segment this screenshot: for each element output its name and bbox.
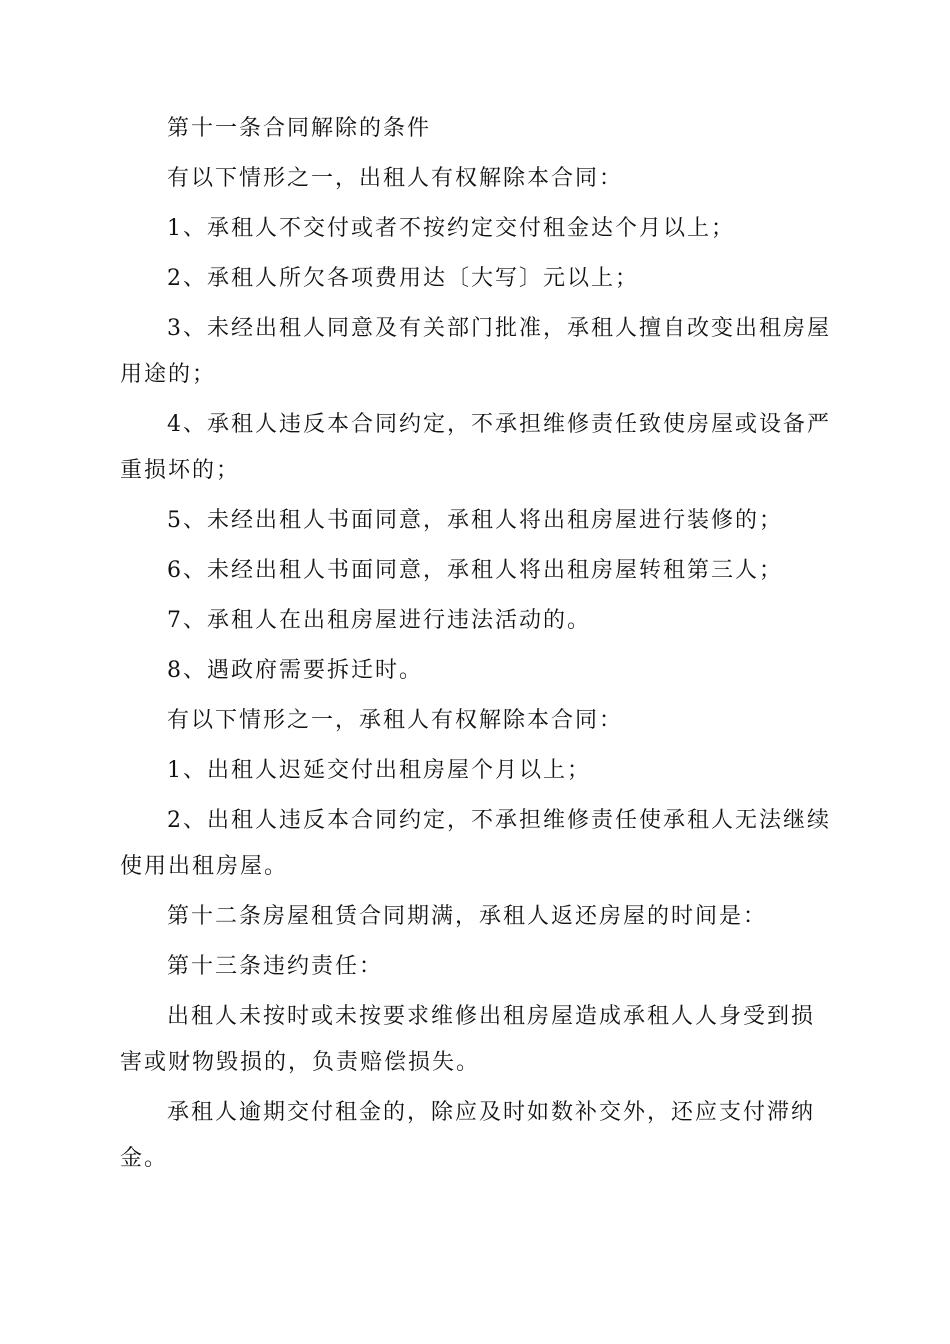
lessor-termination-intro: 有以下情形之一，出租人有权解除本合同：: [167, 166, 624, 191]
article-13-heading: 第十三条违约责任：: [167, 954, 384, 979]
liability-lessee-paragraph: 承租人逾期交付租金的，除应及时如数补交外，还应支付滞纳金。: [120, 1100, 816, 1171]
lessor-termination-item-5: 5、未经出租人书面同意，承租人将出租房屋进行装修的；: [167, 508, 783, 533]
lessee-termination-intro: 有以下情形之一，承租人有权解除本合同：: [167, 708, 624, 733]
lessor-termination-item-7: 7、承租人在出租房屋进行违法活动的。: [167, 608, 591, 633]
article-12-text: 第十二条房屋租赁合同期满，承租人返还房屋的时间是：: [167, 904, 768, 929]
article-11-heading: 第十一条合同解除的条件: [167, 116, 432, 141]
lessor-termination-item-8: 8、遇政府需要拆迁时。: [167, 658, 423, 683]
lessee-termination-item-2: 2、出租人违反本合同约定，不承担维修责任使承租人无法继续使用出租房屋。: [120, 808, 831, 879]
lessor-termination-item-4: 4、承租人违反本合同约定，不承担维修责任致使房屋或设备严重损坏的；: [120, 412, 831, 483]
lessor-termination-item-2: 2、承租人所欠各项费用达〔大写〕元以上；: [167, 266, 639, 291]
lessor-termination-item-6: 6、未经出租人书面同意，承租人将出租房屋转租第三人；: [167, 558, 783, 583]
lessor-termination-item-3: 3、未经出租人同意及有关部门批准，承租人擅自改变出租房屋用途的；: [120, 316, 831, 387]
document-body: [120, 106, 832, 1182]
liability-lessor-paragraph: 出租人未按时或未按要求维修出租房屋造成承租人人身受到损害或财物毁损的，负责赔偿损失。: [120, 1004, 816, 1075]
lessor-termination-item-1: 1、承租人不交付或者不按约定交付租金达个月以上；: [167, 216, 735, 241]
lessee-termination-item-1: 1、出租人迟延交付出租房屋个月以上；: [167, 758, 591, 783]
